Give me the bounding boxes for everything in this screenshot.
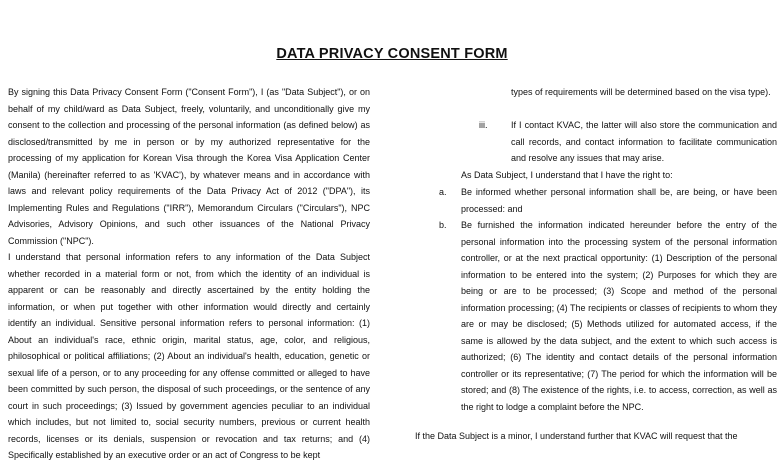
item-iii-text: If I contact KVAC, the latter will also store the communication and call records, and contact information to facilitate communication and resolve any issues that may arise.: [511, 120, 777, 163]
page-title: DATA PRIVACY CONSENT FORM: [276, 46, 508, 62]
rights-intro: As Data Subject, I understand that I have the right to:: [461, 170, 673, 180]
right-a-text: Be informed whether personal information shall be, are being, or have been processed: and: [461, 187, 777, 214]
minor-paragraph: If the Data Subject is a minor, I understand further that KVAC will request that the: [415, 431, 738, 441]
item-iii-marker: iii.: [479, 120, 488, 130]
item-ii-continuation: types of requirements will be determined based on the visa type).: [511, 87, 771, 97]
right-b-text: Be furnished the information indicated hereunder before the entry of the personal information into the processing system of the personal information controller, or at the next practical opportunity: (1) Description of the personal information to be entered into the system; (2) Purposes for which they are being or are to be processed; (3) Scope and method of the personal information processing; (4) The recipients or classes of recipients to whom they are or may be disclosed; (5) Methods utilized for automated access, if the same is allowed by the data subject, and the extent to which such access is authorized; (6) The identity and contact details of the personal information controller or its representative; (7) The period for which the information will be stored; and (8) The existence of the rights, i.e. to access, correction, as well as the right to lodge a complaint before the NPC.: [461, 220, 777, 412]
right-b-marker: b.: [439, 220, 447, 230]
right-a-marker: a.: [439, 187, 447, 197]
personal-information-definition-paragraph: I understand that personal information refers to any information of the Data Subject whether recorded in a material form or not, from which the identity of an individual is apparent or can be reasonably and directly ascertained by the entity holding the information, or when put together with other information would directly and certainly identify an individual. Sensitive personal information refers to personal information: (1) About an individual's race, ethnic origin, marital status, age, color, and religious, philosophical or political affiliations; (2) About an individual's health, education, genetic or sexual life of a person, or to any proceeding for any offense committed or alleged to have been committed by such person, the disposal of such proceedings, or the sentence of any court in such proceedings; (3) Issued by government agencies peculiar to an individual which includes, but not limited to, social security numbers, previous or current health records, licenses or its denials, suspension or revocation and tax returns; and (4) Specifically established by an executive order or an act of Congress to be kept: [8, 252, 370, 460]
consent-paragraph: By signing this Data Privacy Consent Form ("Consent Form"), I (as "Data Subject"), or on behalf of my child/ward as Data Subject, freely, voluntarily, and unconditionally give my consent to the collection and processing of the personal information (as defined below) as disclosed/transmitted by me in person or by my authorized representative for the processing of my application for Korean Visa through the Korea Visa Application Center (Manila) (hereinafter referred to as 'KVAC'), by whatever means and in accordance with laws and relevant policy requirements of the Data Privacy Act of 2012 ("DPA"), its Implementing Rules and Regulations ("IRR"), Memorandum Circulars ("Circulars"), NPC Advisories, Advisory Opinions, and such other issuances of the National Privacy Commission ("NPC").: [8, 87, 370, 246]
